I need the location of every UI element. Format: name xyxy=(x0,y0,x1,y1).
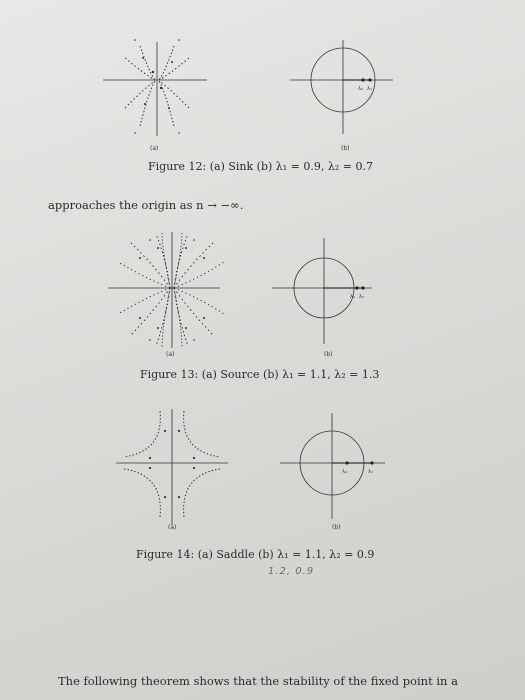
figure-13-eig-label-1: λ₁ xyxy=(350,294,355,300)
approach-text: approaches the origin as n → −∞. xyxy=(48,198,244,212)
figure-12-eig-label-2: λ₁ xyxy=(367,86,372,92)
figure-13-unit-circle xyxy=(272,238,372,344)
source-phase-portrait xyxy=(108,232,224,348)
figure-12-caption: Figure 12: (a) Sink (b) λ₁ = 0.9, λ₂ = 0.7 xyxy=(148,160,373,173)
figure-12-label-b: (b) xyxy=(341,145,350,152)
figure-14-caption: Figure 14: (a) Saddle (b) λ₁ = 1.1, λ₂ = 0.9 xyxy=(136,548,375,561)
theorem-text: The following theorem shows that the stability of the fixed point in a xyxy=(58,674,458,688)
figure-14-label-b: (b) xyxy=(332,524,341,531)
figure-12-label-a: (a) xyxy=(150,145,159,152)
handwritten-note: 1.2, 0.9 xyxy=(268,566,315,577)
figure-14-eig-label-1: λ₂ xyxy=(342,469,347,475)
figure-12-diagram xyxy=(95,38,405,158)
saddle-phase-portrait xyxy=(116,409,228,525)
figure-14-label-a: (a) xyxy=(168,524,177,531)
figure-13-caption: Figure 13: (a) Source (b) λ₁ = 1.1, λ₂ = 1.3 xyxy=(140,368,380,381)
figure-13-label-b: (b) xyxy=(324,351,333,358)
figure-12-unit-circle xyxy=(290,40,393,134)
figure-13-diagram xyxy=(100,228,400,360)
figure-12-eig-label-1: λ₂ xyxy=(358,86,363,92)
figure-14-diagram xyxy=(110,405,400,535)
figure-14-eig-label-2: λ₁ xyxy=(368,469,373,475)
figure-13-eig-label-2: λ₂ xyxy=(359,294,364,300)
figure-14-unit-circle xyxy=(280,413,385,519)
sink-phase-portrait xyxy=(103,42,207,136)
figure-13-label-a: (a) xyxy=(166,351,175,358)
